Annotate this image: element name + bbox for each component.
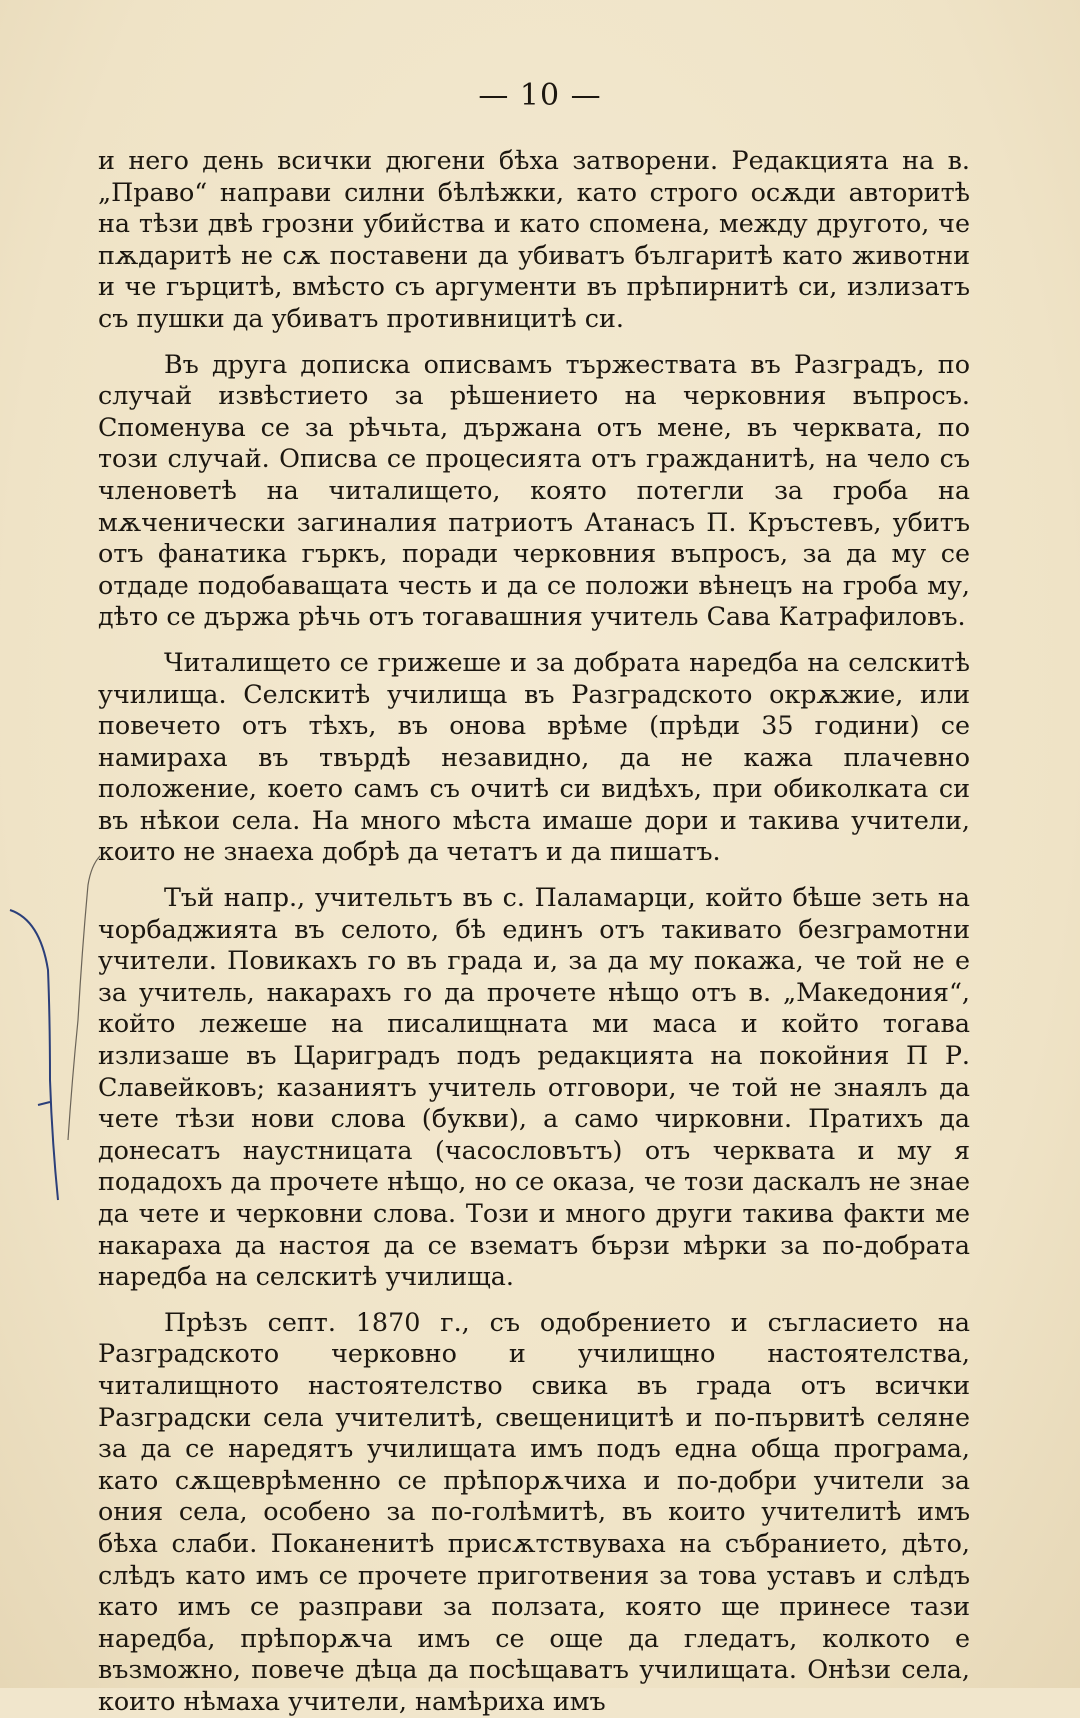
- paragraph: Читалището се грижеше и за добрата наредба на селскитѣ училища. Селскитѣ училища въ Разградското окрѫжие, или повечето отъ тѣхъ, въ онова врѣме (прѣди 35 години) се намираха въ твърдѣ незавидно, да не кажа плачевно положение, което самъ съ очитѣ си видѣхъ, при обиколката си въ нѣкои села. На много мѣста имаше дори и такива учители, които не знаеха добрѣ да четатъ и да пишатъ.: [98, 646, 970, 867]
- paragraph: Прѣзъ септ. 1870 г., съ одобрението и съгласието на Разградското черковно и училищно настоятелства, читалищното настоятелство свика въ града отъ всички Разградски села учителитѣ, свещеницитѣ и по-първитѣ селяне за да се наредятъ училищата имъ подъ една обща програма, като сѫщеврѣменно се прѣпорѫчиха и по-добри учители за ония села, особено за по-голѣмитѣ, въ които учителитѣ имъ бѣха слаби. Поканенитѣ присѫтствуваха на събранието, дѣто, слѣдъ като имъ се прочете приготвения за това уставъ и слѣдъ като имъ се разправи за ползата, която ще принесе тази наредба, прѣпорѫча имъ се още да гледатъ, колкото е възможно, повече дѣца да посѣщаватъ училищата. Онѣзи села, които нѣмаха учители, намѣриха имъ: [98, 1306, 970, 1716]
- paragraph: и него день всички дюгени бѣха затворени. Редакцията на в. „Право“ направи силни бѣлѣжки, като строго осѫди авторитѣ на тѣзи двѣ грозни убийства и като спомена, между другото, че пѫдаритѣ не сѫ поставени да убиватъ българитѣ като животни и че гърцитѣ, вмѣсто съ аргументи въ прѣпирнитѣ си, излизатъ съ пушки да убиватъ противницитѣ си.: [98, 145, 970, 333]
- body-text: [98, 145, 970, 1718]
- page-number: — 10 —: [478, 78, 602, 113]
- paragraph: Въ друга дописка описвамъ тържествата въ Разградъ, по случай извѣстието за рѣшението на черковния въпросъ. Споменува се за рѣчьта, държана отъ мене, въ черквата, по този случай. Описва се процесията отъ гражданитѣ, на чело съ членоветѣ на читалището, която потегли за гроба на мѫченически загиналия патриотъ Атанасъ П. Кръстевъ, убитъ отъ фанатика гъркъ, поради черковния въпросъ, за да му се отдаде подобаващата честь и да се положи вѣнецъ на гроба му, дѣто се държа рѣчь отъ тогавашния учитель Сава Катрафиловъ.: [98, 348, 970, 632]
- paragraph: Тъй напр., учительтъ въ с. Паламарци, който бѣше зеть на чорбаджията въ селото, бѣ единъ отъ такивато безграмотни учители. Повикахъ го въ града и, за да му покажа, че той не е за учитель, накарахъ го да прочете нѣщо отъ в. „Македония“, който лежеше на писалищната ми маса и който тогава излизаше въ Цариградъ подъ редакцията на покойния П Р. Славейковъ; казаниятъ учитель отговори, че той не знаялъ да чете тѣзи нови слова (букви), а само чирковни. Пратихъ да донесатъ наустницата (часословътъ) отъ черквата и му я подадохъ да прочете нѣщо, но се оказа, че този даскалъ не знае да чете и черковни слова. Този и много други такива факти ме накараха да настоя да се взематъ бързи мѣрки за по-добрата наредба на селскитѣ училища.: [98, 882, 970, 1292]
- margin-pencil-mark: [0, 840, 100, 1300]
